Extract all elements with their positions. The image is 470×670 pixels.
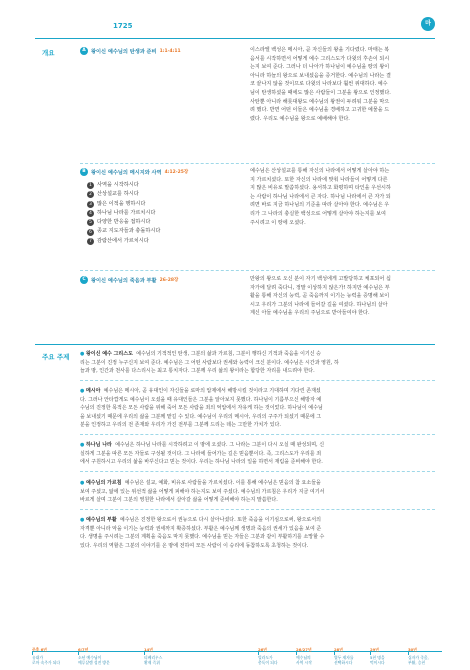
overview-label: 개요 — [42, 49, 55, 57]
theme-messiah — [80, 387, 432, 430]
theme-name: 왕이신 예수 그리스도 — [85, 351, 133, 357]
theme-divider — [80, 509, 435, 510]
timeline-item — [258, 647, 278, 666]
section-divider — [80, 163, 435, 164]
section-c-text — [250, 275, 435, 318]
section-divider — [80, 270, 435, 271]
text-line: 다. 그러나 안타깝게도 예수님이 오셨을 때 유대인들은 그분을 알아보지 못했다. 하나님이 기름부으신 해방자 예 — [80, 396, 322, 403]
list-item — [87, 218, 160, 227]
list-item — [87, 237, 160, 246]
section-b-list — [87, 181, 160, 246]
section-c-title — [80, 276, 178, 284]
text-line: 주시려고 이 땅에 오셨다. — [250, 219, 306, 226]
themes-divider — [35, 344, 435, 345]
timeline-text: 열두 제자를 — [334, 655, 354, 661]
text-line: 님이 탄생하셨을 때에도 많은 사람들이 그분을 왕으로 인정했다. — [250, 89, 391, 96]
theme-divider — [80, 380, 435, 381]
text-line: 에서 구원하시고 우리의 삶을 바꾸신다고 믿는 것이다. 우리는 하나님 나라의 일을 하면서 재림을 준비해야 한다. — [80, 459, 323, 466]
text-line: 분을 인정하고 우리의 전 존재와 우리가 가진 전부를 그분께 드리는 데는 그만한 가치가 있다. — [80, 422, 281, 429]
text-line: 예수님은 산상설교를 통해 자신의 나라에서 어떻게 살아야 하는 — [250, 168, 390, 174]
theme-text: 예수님은 하나님 나라를 시작하려고 이 땅에 오셨다. 그 나라는 그분이 다시 오실 때 완성되며, 신 — [115, 442, 325, 448]
section-badge: B — [80, 168, 88, 176]
text-line: 다. 생명을 주시려는 그분의 계획을 죽음도 막지 못했다. 예수님을 믿는 자들은 그분과 같이 부활하기를 소망할 수 — [80, 534, 325, 541]
text-line: 수님의 진정한 목적은 모든 사람을 위해 죽어 모든 사람을 죄의 억압에서 자유케 하는 것이었다. 하나님이 예수님 — [80, 405, 323, 412]
timeline-text: 선택하시다 — [334, 660, 353, 666]
text-line: 계신 아들 예수님을 우리의 주님으로 받아들여야 한다. — [250, 310, 370, 317]
theme-divider — [80, 434, 435, 435]
timeline-text: 소년 예수님이 — [78, 655, 102, 661]
theme-text: 예수님의 기적적인 탄생, 그분의 삶과 가르침, 그분이 행하신 기적과 죽음을 이기신 승 — [136, 351, 321, 357]
bullet-icon: ● — [80, 480, 85, 486]
text-line: 늘과 땅, 인간과 천사를 다스리시는 최고 통치자다. 그분께 우리 삶의 왕이라는 합당한 자리를 내드려야 한다. — [80, 368, 315, 375]
theme-text: 예수님은 설교, 예화, 비유로 사람들을 가르치셨다. 이를 통해 예수님은 믿음의 참 요소들을 — [124, 480, 321, 486]
section-b-title — [80, 168, 188, 176]
text-line: 리가 그 나라의 충실한 백성으로 어떻게 살아야 하는지를 보여 — [250, 210, 386, 217]
timeline-item — [334, 647, 354, 666]
theme-resurrection — [80, 516, 432, 550]
section-badge: C — [80, 276, 88, 284]
text-line: 는 사람이 하나님 나라에서 큰 자다. 하나님 나라에서 큰 자가 되 — [250, 193, 391, 200]
timeline-item — [144, 647, 162, 666]
timeline-year: 14년 — [144, 647, 153, 652]
theme-text: 예수님은 메시아, 곧 유대인이 자신들을 로마의 압제에서 해방시킬 것이라고 기대하며 기다린 존재셨 — [103, 388, 321, 394]
text-line: 지 많은 비유로 말씀하셨다. 용서하고 화평하며 타인을 우선시하 — [250, 185, 391, 192]
section-a-text — [250, 46, 435, 123]
page-number: 1725 — [113, 22, 133, 30]
timeline-year: 26/27년 — [296, 647, 312, 652]
list-number: 7 — [87, 238, 94, 245]
list-number: 4 — [87, 210, 94, 217]
text-line: 이스라엘 백성은 메시아, 곧 자신들의 왕을 기다렸다. 마태는 복 — [250, 47, 390, 53]
timeline-text: 예수님의 — [296, 655, 311, 661]
list-text: 다양한 반응을 접하시다 — [97, 219, 151, 226]
text-line: 아니라 하늘의 왕으로 보내셨음을 증거한다. 예수님의 나라는 결 — [250, 72, 391, 79]
timeline-text: 부활, 승천 — [408, 660, 426, 666]
bullet-icon: ● — [80, 351, 85, 357]
timeline-text: 5천 명을 — [370, 655, 385, 661]
text-line: 음서를 시작하면서 어떻게 예수 그리스도가 다윗의 후손이 되시 — [250, 55, 390, 62]
list-text: 많은 이적을 행하시다 — [97, 200, 146, 207]
list-item — [87, 181, 160, 190]
timeline-year: 6/7년 — [78, 647, 89, 652]
timeline-item — [32, 647, 60, 666]
timeline-year: 29년 — [370, 647, 379, 652]
list-number: 2 — [87, 191, 94, 198]
timeline-year: 28년 — [334, 647, 343, 652]
list-text: 하나님 나라를 가르치시다 — [97, 209, 156, 216]
list-number: 5 — [87, 219, 94, 226]
text-line: 있다. 우리의 역할은 그분의 이야기를 온 땅에 전하여 모든 사람이 이 승리에 동참하도록 초청하는 것이다. — [80, 542, 309, 549]
text-line: 리는 그분이 진정 누구신지 보여 준다. 예수님은 그 어떤 사람보다 권세와 능력이 크신 분이다. 예수님은 시간과 영원, 하 — [80, 359, 339, 366]
theme-divider — [80, 471, 435, 472]
section-ref: 26-28장 — [159, 278, 179, 283]
section-ref: 1:1-4:11 — [159, 48, 181, 54]
section-a-title — [80, 47, 181, 55]
text-line: 렸다. 우리도 예수님을 왕으로 예배해야 한다. — [250, 115, 350, 122]
timeline-text: 사역 시작 — [296, 660, 312, 666]
timeline-text: 로마 속주가 되다 — [32, 660, 61, 666]
section-badge: A — [80, 47, 88, 55]
list-text: 종교 지도자들과 충돌하시다 — [97, 228, 161, 235]
text-line: 는지 보여 준다. 그러나 더 나아가 하나님이 예수님을 땅의 왕이 — [250, 64, 390, 71]
theme-name: 메시아 — [85, 388, 101, 394]
timeline-text: 유대가 — [32, 655, 44, 661]
list-number: 6 — [87, 229, 94, 236]
text-line: 려 했다. 반면 어떤 이들은 예수님을 경배하고 고귀한 예물을 드 — [250, 107, 390, 114]
theme-name: 예수님의 가르침 — [85, 480, 122, 486]
text-line: 실하게 그분을 따른 모든 자들로 구성될 것이다. 그 나라에 들어가는 길은 믿음뿐이다. 즉, 그리스도가 우리를 죄 — [80, 450, 322, 457]
timeline-item — [408, 647, 429, 666]
section-title-text: 왕이신 예수님의 죽음과 부활 — [91, 277, 157, 284]
list-item — [87, 227, 160, 236]
list-text: 산상설교를 하시다 — [97, 191, 139, 198]
theme-name: 예수님의 부활 — [85, 517, 117, 523]
section-b-text — [250, 167, 435, 227]
theme-teaching — [80, 479, 432, 505]
timeline-year: 주후 6년 — [32, 647, 47, 652]
text-line: 려면 바로 지금 하나님의 기준을 따라 살아야 한다. 예수님은 우 — [250, 202, 390, 209]
timeline-item — [370, 647, 385, 666]
text-line: 활을 통해 자신의 능력, 곧 죽음까지 이기는 능력을 증명해 보이 — [250, 293, 390, 300]
text-line — [80, 441, 432, 450]
text-line — [80, 387, 432, 396]
section-title-text: 왕이신 예수님의 메시지와 사역 — [91, 169, 162, 176]
text-line — [80, 350, 432, 359]
timeline-year: 30년 — [408, 647, 417, 652]
timeline-text: 총독이 되다 — [258, 660, 278, 666]
timeline-text: 빌라도가 — [258, 655, 273, 661]
themes-label: 주요 주제 — [42, 353, 70, 361]
top-divider — [35, 38, 435, 39]
text-line: 자격뿐 아니라 악을 이기는 능력과 권세까지 확증하셨다. 부활은 예수님께 생명과 죽음의 권세가 있음을 보여 준 — [80, 525, 322, 532]
timeline-text: 먹이시다 — [370, 660, 385, 666]
bullet-icon: ● — [80, 442, 85, 448]
section-ref: 4:12-25장 — [164, 170, 189, 175]
text-line: 사탄뿐 아니라 해롯대왕도 예수님의 왕권이 두려워 그분을 막으 — [250, 98, 390, 105]
bullet-icon: ● — [80, 517, 85, 523]
list-text: 감람산에서 가르치시다 — [97, 237, 149, 244]
list-number: 1 — [87, 182, 94, 189]
text-line: 자가에 달려 죽다니, 정말 이상하지 않은가! 하지만 예수님은 부 — [250, 284, 390, 291]
list-number: 3 — [87, 201, 94, 208]
list-item — [87, 209, 160, 218]
text-line: 을 보내셨기 때문에 우리의 삶을 그분께 맡길 수 있다. 예수님이 우리의 메시아, 우리의 구주가 되셨기 때문에 그 — [80, 413, 322, 420]
list-item — [87, 190, 160, 199]
text-line: 시고 우리가 그분의 나라에 들어갈 길을 여셨다. 하나님의 살아 — [250, 301, 388, 308]
list-text: 사역을 시작하시다 — [97, 182, 139, 188]
text-line: 지 가르치셨다. 또한 자신의 나라에 맞춰 나라들이 어떻게 다른 — [250, 176, 388, 183]
timeline-year: 26년 — [258, 647, 267, 652]
chapter-badge: 마 — [421, 17, 435, 31]
timeline-text: 예루살렘 성전 방문 — [78, 660, 110, 666]
text-line: 코 끝나지 않을 것이므로 다윗의 나라보다 훨씬 위대하다. 예수 — [250, 81, 388, 88]
section-title-text: 왕이신 예수님의 탄생과 준비 — [91, 48, 157, 55]
theme-text: 예수님은 진정한 왕으로서 권능으로 다시 살아나셨다. 또한 죽음을 이기심으로써, 왕으로서의 — [119, 517, 321, 523]
timeline-text: 티베리우스 — [144, 655, 163, 661]
timeline — [32, 647, 442, 667]
theme-kingdom — [80, 441, 432, 467]
bullet-icon: ● — [80, 388, 85, 394]
text-line: 보여 주셨고, 앎에 있는 위선적 삶을 어떻게 피해야 하는지도 보여 주셨다. 예수님의 가르침은 우리가 지금 여기서 — [80, 488, 325, 495]
timeline-text: 십자가 죽음, — [408, 655, 429, 661]
text-line — [80, 516, 432, 525]
list-item — [87, 200, 160, 209]
theme-name: 하나님 나라 — [85, 442, 112, 448]
timeline-item — [78, 647, 110, 666]
theme-king — [80, 350, 432, 376]
text-line: 만왕의 왕으로 오신 분이 자기 백성에게 고발당하고 체포되어 십 — [250, 276, 391, 282]
text-line — [80, 479, 432, 488]
timeline-text: 황제 즉위 — [144, 660, 160, 666]
text-line: 바르게 살며 그분이 그분의 영원한 나라에서 살아갈 삶을 어떻게 준비해야 하는지 말씀한다. — [80, 497, 278, 504]
timeline-item — [296, 647, 312, 666]
